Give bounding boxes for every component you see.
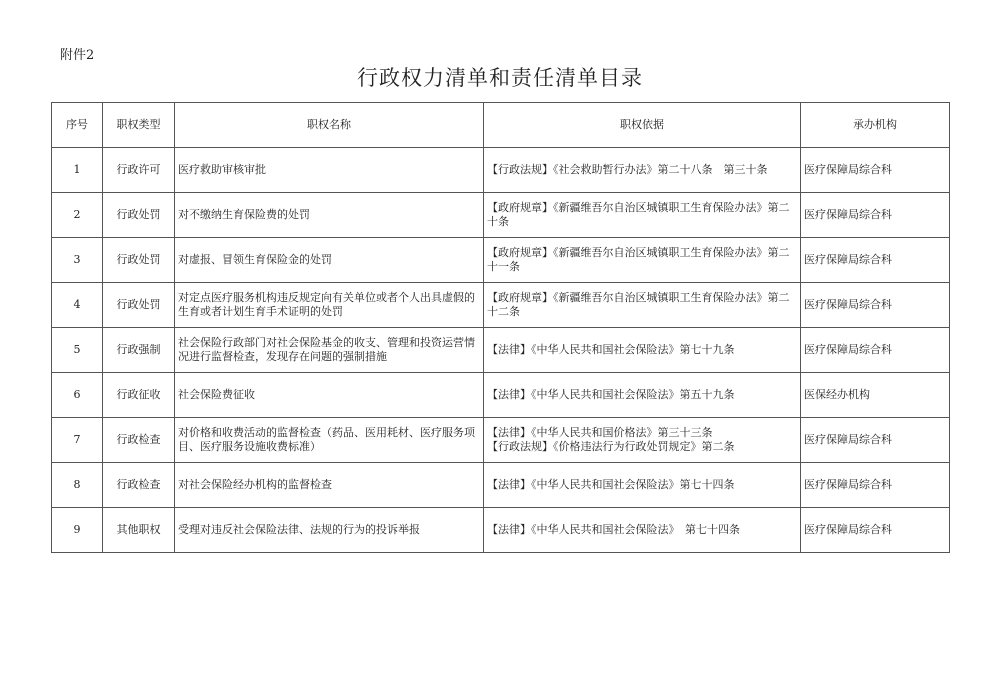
cell-type: 行政征收 (103, 373, 175, 418)
cell-basis (484, 193, 801, 238)
basis-line: 【政府规章】《新疆维吾尔自治区城镇职工生育保险办法》第二十条 (487, 201, 790, 228)
cell-no: 8 (52, 463, 103, 508)
header-basis: 职权依据 (484, 103, 801, 148)
cell-name: 对不缴纳生育保险费的处罚 (175, 193, 484, 238)
cell-basis (484, 373, 801, 418)
cell-type: 行政处罚 (103, 193, 175, 238)
cell-type: 行政许可 (103, 148, 175, 193)
table-row (52, 238, 950, 283)
cell-org: 医疗保障局综合科 (801, 193, 950, 238)
basis-line: 【法律】《中华人民共和国社会保险法》第七十九条 (487, 343, 735, 356)
cell-no: 1 (52, 148, 103, 193)
cell-no: 9 (52, 508, 103, 553)
header-type: 职权类型 (103, 103, 175, 148)
table-row (52, 508, 950, 553)
attachment-label: 附件2 (60, 48, 95, 63)
table-row (52, 373, 950, 418)
cell-name: 对虚报、冒领生育保险金的处罚 (175, 238, 484, 283)
header-name: 职权名称 (175, 103, 484, 148)
cell-name: 受理对违反社会保险法律、法规的行为的投诉举报 (175, 508, 484, 553)
table-row (52, 148, 950, 193)
cell-org: 医疗保障局综合科 (801, 283, 950, 328)
table-row (52, 283, 950, 328)
cell-org: 医疗保障局综合科 (801, 328, 950, 373)
cell-no: 4 (52, 283, 103, 328)
cell-no: 2 (52, 193, 103, 238)
document-title: 行政权力清单和责任清单目录 (357, 66, 643, 90)
cell-basis (484, 508, 801, 553)
cell-no: 7 (52, 418, 103, 463)
cell-name: 社会保险行政部门对社会保险基金的收支、管理和投资运营情况进行监督检查，发现存在问题的强制措施 (175, 328, 484, 373)
cell-basis (484, 463, 801, 508)
basis-line: 【法律】《中华人民共和国社会保险法》 第七十四条 (487, 523, 740, 536)
header-org: 承办机构 (801, 103, 950, 148)
cell-type: 其他职权 (103, 508, 175, 553)
basis-line: 【法律】《中华人民共和国社会保险法》第五十九条 (487, 388, 735, 401)
cell-name: 对定点医疗服务机构违反规定向有关单位或者个人出具虚假的生育或者计划生育手术证明的处罚 (175, 283, 484, 328)
power-list-table (51, 102, 950, 553)
cell-basis (484, 148, 801, 193)
cell-name: 社会保险费征收 (175, 373, 484, 418)
cell-basis (484, 418, 801, 463)
basis-line: 【政府规章】《新疆维吾尔自治区城镇职工生育保险办法》第二十一条 (487, 246, 790, 273)
table-body (52, 148, 950, 553)
cell-no: 5 (52, 328, 103, 373)
cell-type: 行政处罚 (103, 283, 175, 328)
cell-type: 行政检查 (103, 418, 175, 463)
cell-basis (484, 328, 801, 373)
cell-org: 医疗保障局综合科 (801, 463, 950, 508)
cell-org: 医疗保障局综合科 (801, 418, 950, 463)
cell-org: 医疗保障局综合科 (801, 238, 950, 283)
cell-type: 行政检查 (103, 463, 175, 508)
cell-name: 对价格和收费活动的监督检查（药品、医用耗材、医疗服务项目、医疗服务设施收费标准） (175, 418, 484, 463)
basis-line: 【行政法规】《社会救助暂行办法》第二十八条 第三十条 (487, 163, 768, 176)
table-row (52, 463, 950, 508)
cell-no: 6 (52, 373, 103, 418)
basis-line: 【行政法规】《价格违法行为行政处罚规定》第二条 (487, 440, 735, 453)
basis-line: 【法律】《中华人民共和国价格法》第三十三条 (487, 426, 713, 439)
cell-name: 医疗救助审核审批 (175, 148, 484, 193)
table-header-row (52, 103, 950, 148)
basis-line: 【政府规章】《新疆维吾尔自治区城镇职工生育保险办法》第二十二条 (487, 291, 790, 318)
header-no: 序号 (52, 103, 103, 148)
table-row (52, 328, 950, 373)
table-row (52, 193, 950, 238)
table-row (52, 418, 950, 463)
cell-type: 行政处罚 (103, 238, 175, 283)
cell-org: 医保经办机构 (801, 373, 950, 418)
cell-no: 3 (52, 238, 103, 283)
cell-name: 对社会保险经办机构的监督检查 (175, 463, 484, 508)
cell-type: 行政强制 (103, 328, 175, 373)
cell-org: 医疗保障局综合科 (801, 148, 950, 193)
cell-org: 医疗保障局综合科 (801, 508, 950, 553)
basis-line: 【法律】《中华人民共和国社会保险法》第七十四条 (487, 478, 735, 491)
cell-basis (484, 238, 801, 283)
cell-basis (484, 283, 801, 328)
